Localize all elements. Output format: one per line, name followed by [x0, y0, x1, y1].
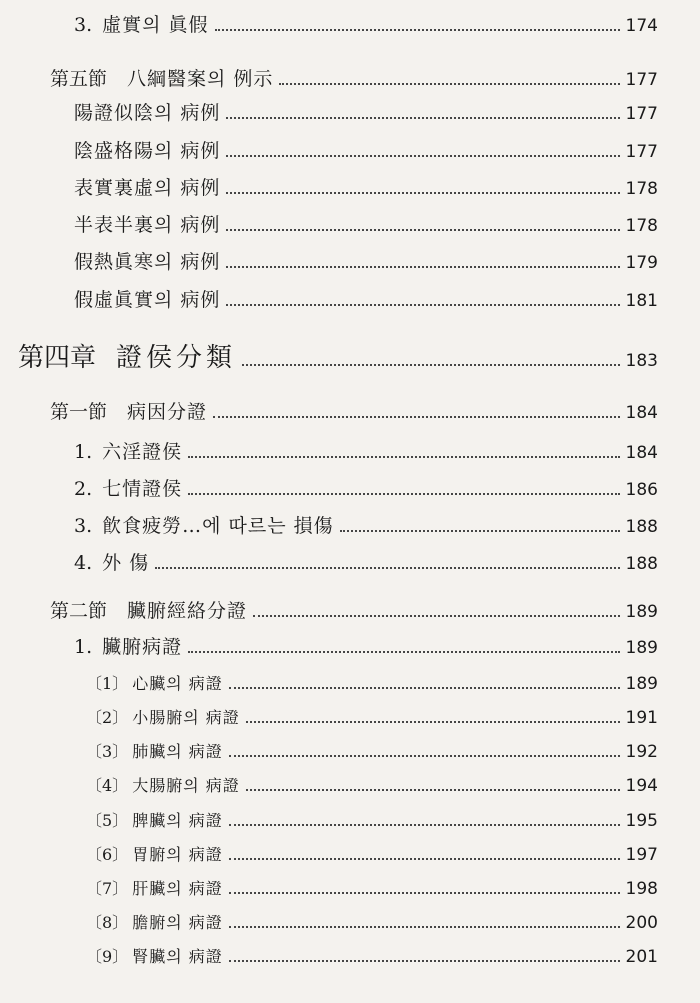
toc-entry — [86, 944, 658, 968]
toc-number: 1. — [74, 636, 93, 658]
toc-page-number: 177 — [625, 104, 658, 124]
toc-title: 小腸腑의 病證 — [132, 708, 240, 727]
toc-chapter-entry — [18, 337, 658, 374]
dot-leader — [226, 155, 619, 157]
toc-title: 外 傷 — [102, 552, 150, 574]
toc-entry — [86, 773, 658, 797]
toc-number: 〔9〕 — [86, 947, 129, 966]
toc-number: 第一節 — [50, 401, 108, 423]
dot-leader — [253, 615, 620, 617]
toc-number: 第五節 — [50, 68, 108, 90]
toc-title: 臟腑病證 — [102, 636, 183, 658]
toc-number: 2. — [74, 478, 93, 500]
toc-entry — [74, 210, 658, 237]
toc-title: 六淫證侯 — [102, 441, 183, 463]
dot-leader — [213, 416, 620, 418]
dot-leader — [188, 651, 619, 653]
toc-number: 〔2〕 — [86, 708, 129, 727]
toc-chapter-title: 證侯分類 — [116, 343, 237, 373]
dot-leader — [229, 687, 620, 689]
toc-page-number: 184 — [625, 403, 658, 423]
toc-page-number: 177 — [625, 70, 658, 90]
toc-page-number: 181 — [625, 291, 658, 311]
toc-entry — [74, 474, 658, 501]
dot-leader — [226, 192, 619, 194]
toc-chapter-number: 第四章 — [18, 343, 97, 373]
toc-page-number: 184 — [625, 443, 658, 463]
toc-entry — [74, 247, 658, 274]
toc-page-number: 183 — [625, 351, 658, 371]
toc-entry — [86, 842, 658, 866]
toc-entry — [50, 596, 658, 623]
toc-number: 〔5〕 — [86, 811, 129, 830]
toc-entry — [74, 285, 658, 312]
toc-entry — [86, 671, 658, 695]
toc-entry — [86, 876, 658, 900]
toc-page-number: 188 — [625, 517, 658, 537]
toc-page-number: 188 — [625, 554, 658, 574]
toc-entry — [50, 64, 658, 91]
toc-entry — [86, 910, 658, 934]
toc-number: 〔7〕 — [86, 879, 129, 898]
dot-leader — [188, 456, 619, 458]
toc-page-number: 195 — [625, 811, 658, 831]
toc-number: 1. — [74, 441, 93, 463]
toc-page-number: 174 — [625, 16, 658, 36]
dot-leader — [226, 266, 619, 268]
toc-title: 七情證侯 — [102, 478, 183, 500]
toc-page-number: 189 — [625, 602, 658, 622]
dot-leader — [155, 567, 619, 569]
dot-leader — [226, 304, 619, 306]
toc-number: 3. — [74, 14, 93, 36]
toc-entry — [74, 173, 658, 200]
toc-entry — [74, 511, 658, 538]
toc-entry — [74, 632, 658, 659]
dot-leader — [246, 721, 620, 723]
toc-page-number: 178 — [625, 179, 658, 199]
toc-entry — [50, 397, 658, 424]
toc-page-number: 194 — [625, 776, 658, 796]
toc-title: 虛實의 眞假 — [102, 14, 209, 36]
dot-leader — [229, 858, 620, 860]
toc-entry — [86, 705, 658, 729]
toc-title: 肝臟의 病證 — [132, 879, 223, 898]
dot-leader — [229, 960, 620, 962]
toc-page-number: 178 — [625, 216, 658, 236]
toc-title: 半表半裏의 病例 — [74, 214, 221, 236]
toc-page-number: 186 — [625, 480, 658, 500]
toc-title: 脾臟의 病證 — [132, 811, 223, 830]
toc-number: 〔4〕 — [86, 776, 129, 795]
toc-page-number: 191 — [625, 708, 658, 728]
dot-leader — [226, 229, 619, 231]
toc-title: 心臟의 病證 — [132, 674, 223, 693]
toc-title: 八綱醫案의 例示 — [127, 68, 274, 90]
dot-leader — [229, 892, 620, 894]
toc-number: 4. — [74, 552, 93, 574]
dot-leader — [226, 117, 619, 119]
toc-page-number: 197 — [625, 845, 658, 865]
toc-title: 肺臟의 病證 — [132, 742, 223, 761]
toc-title: 膽腑의 病證 — [132, 913, 223, 932]
toc-title: 假熱眞寒의 病例 — [74, 251, 221, 273]
toc-title: 陽證似陰의 病例 — [74, 102, 221, 124]
toc-page-number: 201 — [625, 947, 658, 967]
toc-entry — [86, 808, 658, 832]
toc-title: 假虛眞實의 病例 — [74, 289, 221, 311]
toc-entry — [74, 98, 658, 125]
toc-page-number: 177 — [625, 142, 658, 162]
toc-page-number: 198 — [625, 879, 658, 899]
dot-leader — [279, 83, 619, 85]
toc-page-number: 200 — [625, 913, 658, 933]
toc-number: 〔8〕 — [86, 913, 129, 932]
toc-page-number: 189 — [625, 638, 658, 658]
dot-leader — [215, 29, 620, 31]
toc-page-number: 179 — [625, 253, 658, 273]
toc-entry — [74, 10, 658, 37]
toc-page-number: 189 — [625, 674, 658, 694]
dot-leader — [340, 530, 620, 532]
toc-page-number: 192 — [625, 742, 658, 762]
toc-title: 病因分證 — [127, 401, 208, 423]
toc-title: 臟腑經絡分證 — [127, 600, 248, 622]
toc-entry — [74, 548, 658, 575]
toc-number: 〔3〕 — [86, 742, 129, 761]
dot-leader — [229, 926, 620, 928]
toc-title: 大腸腑의 病證 — [132, 776, 240, 795]
toc-title: 陰盛格陽의 病例 — [74, 140, 221, 162]
toc-number: 3. — [74, 515, 93, 537]
toc-title: 飮食疲勞…에 따르는 損傷 — [102, 515, 334, 537]
dot-leader — [242, 364, 620, 366]
dot-leader — [188, 493, 619, 495]
toc-title: 表實裏虛의 病例 — [74, 177, 221, 199]
dot-leader — [246, 789, 620, 791]
toc-number: 〔1〕 — [86, 674, 129, 693]
toc-title: 腎臟의 病證 — [132, 947, 223, 966]
toc-entry — [86, 739, 658, 763]
toc-entry — [74, 437, 658, 464]
toc-entry — [74, 136, 658, 163]
dot-leader — [229, 755, 620, 757]
toc-number: 〔6〕 — [86, 845, 129, 864]
toc-title: 胃腑의 病證 — [132, 845, 223, 864]
dot-leader — [229, 824, 620, 826]
toc-number: 第二節 — [50, 600, 108, 622]
